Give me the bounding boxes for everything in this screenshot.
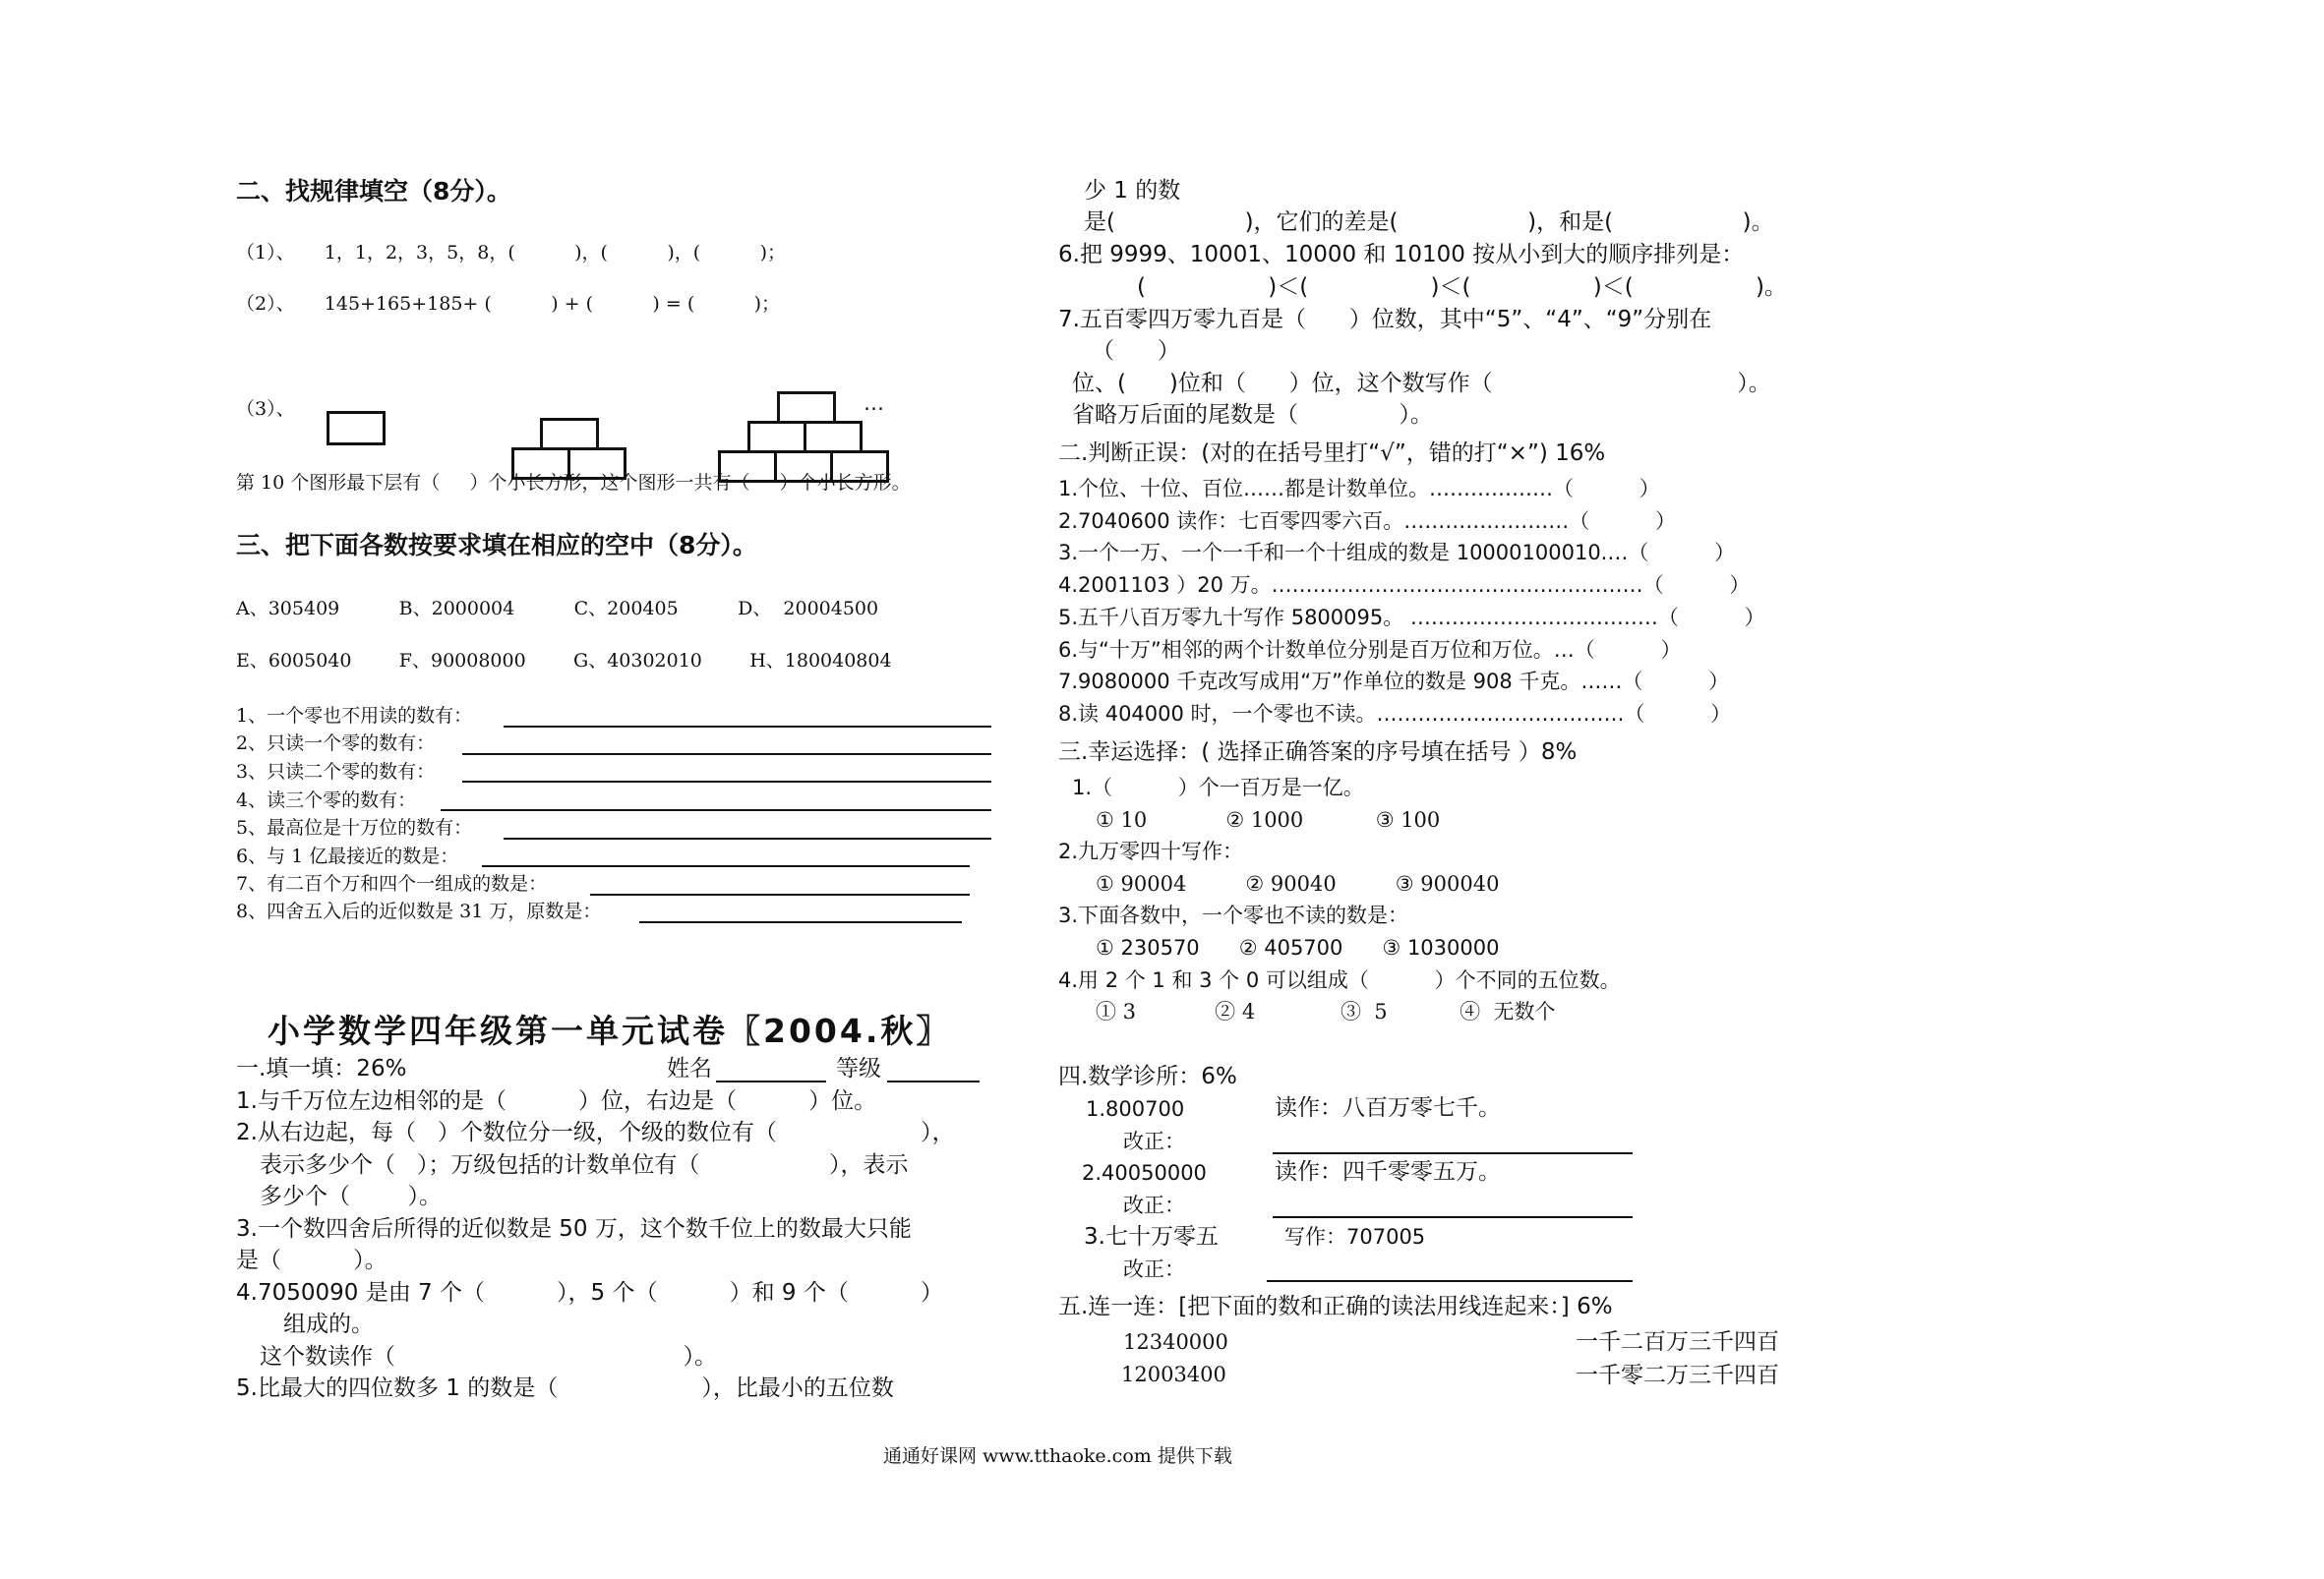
judge-item: 7.9080000 千克改写成用“万”作单位的数是 908 千克。……（ ）: [1058, 670, 1730, 693]
choice-line: 4.用 2 个 1 和 3 个 0 可以组成（ ）个不同的五位数。: [1058, 968, 1621, 992]
judge-item: 2.7040600 读作：七百零四零六百。……………………（ ）: [1058, 509, 1676, 533]
connect-number[interactable]: 12340000: [1123, 1330, 1228, 1354]
numbers-row-2: E、6005040 F、90008000 G、40302010 H、180040804: [236, 650, 892, 672]
diag-fix-label: 改正：: [1123, 1194, 1185, 1217]
fix-answer-line[interactable]: [1273, 1216, 1633, 1218]
diag-reading: 读作：四千零零五万。: [1275, 1159, 1501, 1185]
continuation-dots: …: [864, 391, 884, 415]
section-3-title: 三、把下面各数按要求填在相应的空中（8分）。: [236, 531, 757, 559]
diag-number: 2.40050000: [1082, 1161, 1207, 1185]
right-line: 位、( )位和（ ）位，这个数写作（ ）。: [1072, 371, 1771, 396]
answer-line[interactable]: [590, 894, 970, 896]
connect-number[interactable]: 12003400: [1121, 1363, 1226, 1386]
judge-item: 4.2001103 ）20 万。………………………………………………（ ）: [1058, 573, 1751, 597]
choice-options: ① 10 ② 1000 ③ 100: [1096, 808, 1441, 832]
choice-options: ① 230570 ② 405700 ③ 1030000: [1096, 936, 1500, 960]
fix-answer-line[interactable]: [1273, 1152, 1633, 1154]
diag-reading: 读作：八百万零七千。: [1275, 1095, 1501, 1121]
connect-reading[interactable]: 一千二百万三千四百: [1576, 1329, 1779, 1355]
footer-credit: 通通好课网 www.tthaoke.com 提供下载: [883, 1445, 1232, 1467]
pattern-q3: （3）、: [236, 398, 295, 420]
exam-line: 表示多少个（ ）；万级包括的计数单位有（ ），表示: [260, 1152, 909, 1178]
pattern-q3-text: 第 10 个图形最下层有（ ）个小长方形，这个图形一共有（ ）个小长方形。: [236, 472, 911, 494]
exam-line: 1.与千万位左边相邻的是（ ）位，右边是（ ）位。: [236, 1088, 877, 1114]
diag-fix-label: 改正：: [1123, 1130, 1185, 1153]
right-line: 7.五百零四万零九百是（ ）位数，其中“5”、“4”、“9”分别在: [1058, 307, 1712, 332]
exam-section-1-title: 一.填一填：26%: [236, 1056, 407, 1082]
fill-item: 3、只读二个零的数有：: [236, 761, 436, 783]
exam-title: 小学数学四年级第一单元试卷〖2004.秋〗: [268, 1012, 952, 1050]
section-2-title: 二、找规律填空（8分）。: [236, 177, 511, 205]
fill-item: 8、四舍五入后的近似数是 31 万，原数是：: [236, 901, 602, 922]
fill-item: 5、最高位是十万位的数有：: [236, 817, 473, 839]
name-label: 姓名: [667, 1056, 712, 1082]
judge-item: 3.一个一万、一个一千和一个十组成的数是 10000100010.…（ ）: [1058, 541, 1736, 564]
judge-item: 5.五千八百万零九十写作 5800095。 ………………………………（ ）: [1058, 606, 1765, 629]
exam-line: 多少个（ ）。: [260, 1184, 442, 1209]
choice-title: 三.幸运选择：( 选择正确答案的序号填在括号 ）8%: [1058, 739, 1578, 765]
answer-line[interactable]: [504, 726, 991, 728]
connect-reading[interactable]: 一千零二万三千四百: [1576, 1363, 1779, 1388]
grade-label: 等级: [836, 1056, 881, 1082]
judge-title: 二.判断正误：(对的在括号里打“√”，错的打“×”) 16%: [1058, 440, 1606, 466]
judge-item: 1.个位、十位、百位……都是计数单位。………………（ ）: [1058, 477, 1660, 500]
diag-fix-label: 改正：: [1123, 1257, 1185, 1281]
grade-field[interactable]: [887, 1081, 980, 1082]
diag-title: 四.数学诊所：6%: [1058, 1064, 1237, 1089]
pattern-q2: （2）、 145+165+185+ ( ) + ( ) = ( )；: [236, 293, 781, 315]
choice-line: 1.（ ）个一百万是一亿。: [1072, 776, 1364, 799]
judge-item: 8.读 404000 时，一个零也不读。………………………………（ ）: [1058, 702, 1732, 726]
diag-reading: 写作：707005: [1284, 1225, 1426, 1249]
choice-line: 2.九万零四十写作：: [1058, 840, 1244, 863]
diag-number: 1.800700: [1086, 1097, 1185, 1121]
fill-item: 1、一个零也不用读的数有：: [236, 705, 473, 727]
exam-line: 2.从右边起，每（ ）个数位分一级，个级的数位有（ ），: [236, 1120, 955, 1145]
name-field[interactable]: [716, 1081, 826, 1082]
answer-line[interactable]: [462, 781, 991, 783]
exam-line: 是（ ）。: [236, 1248, 387, 1273]
exam-line: 5.比最大的四位数多 1 的数是（ ），比最小的五位数: [236, 1375, 894, 1401]
exam-line: 4.7050090 是由 7 个（ ），5 个（ ）和 9 个（ ）: [236, 1280, 943, 1306]
right-line: 是( )，它们的差是( )，和是( )。: [1084, 209, 1774, 235]
fill-item: 4、读三个零的数有：: [236, 790, 417, 811]
right-line: ( )＜( )＜( )＜( )。: [1137, 274, 1787, 300]
fill-item: 7、有二百个万和四个一组成的数是：: [236, 873, 548, 895]
choice-options: ① 3 ② 4 ③ 5 ④ 无数个: [1096, 1000, 1556, 1023]
fill-item: 6、与 1 亿最接近的数是：: [236, 846, 459, 867]
connect-title: 五.连一连：[把下面的数和正确的读法用线连起来：] 6%: [1058, 1294, 1613, 1319]
pattern-q1: （1）、 1，1，2，3，5，8，( )，( )，( )；: [236, 242, 786, 263]
numbers-row-1: A、305409 B、2000004 C、200405 D、 20004500: [236, 598, 879, 619]
judge-item: 6.与“十万”相邻的两个计数单位分别是百万位和万位。…（ ）: [1058, 638, 1682, 662]
answer-line[interactable]: [482, 865, 970, 867]
answer-line[interactable]: [639, 921, 962, 923]
fix-answer-line[interactable]: [1267, 1280, 1633, 1282]
exam-line: 3.一个数四舍后所得的近似数是 50 万，这个数千位上的数最大只能: [236, 1216, 912, 1242]
right-line: 6.把 9999、10001、10000 和 10100 按从小到大的顺序排列是：: [1058, 242, 1745, 267]
answer-line[interactable]: [441, 809, 991, 811]
exam-line: 组成的。: [283, 1312, 374, 1337]
choice-options: ① 90004 ② 90040 ③ 900040: [1096, 872, 1500, 896]
right-line: 省略万后面的尾数是（ ）。: [1072, 402, 1433, 428]
answer-line[interactable]: [504, 838, 991, 840]
right-line: 少 1 的数: [1084, 178, 1181, 204]
fill-item: 2、只读一个零的数有：: [236, 732, 436, 754]
right-line: （ ）: [1092, 338, 1180, 364]
choice-line: 3.下面各数中，一个零也不读的数是：: [1058, 904, 1409, 927]
answer-line[interactable]: [462, 753, 991, 755]
exam-line: 这个数读作（ ）。: [260, 1344, 717, 1370]
diag-number: 3.七十万零五: [1084, 1224, 1219, 1250]
